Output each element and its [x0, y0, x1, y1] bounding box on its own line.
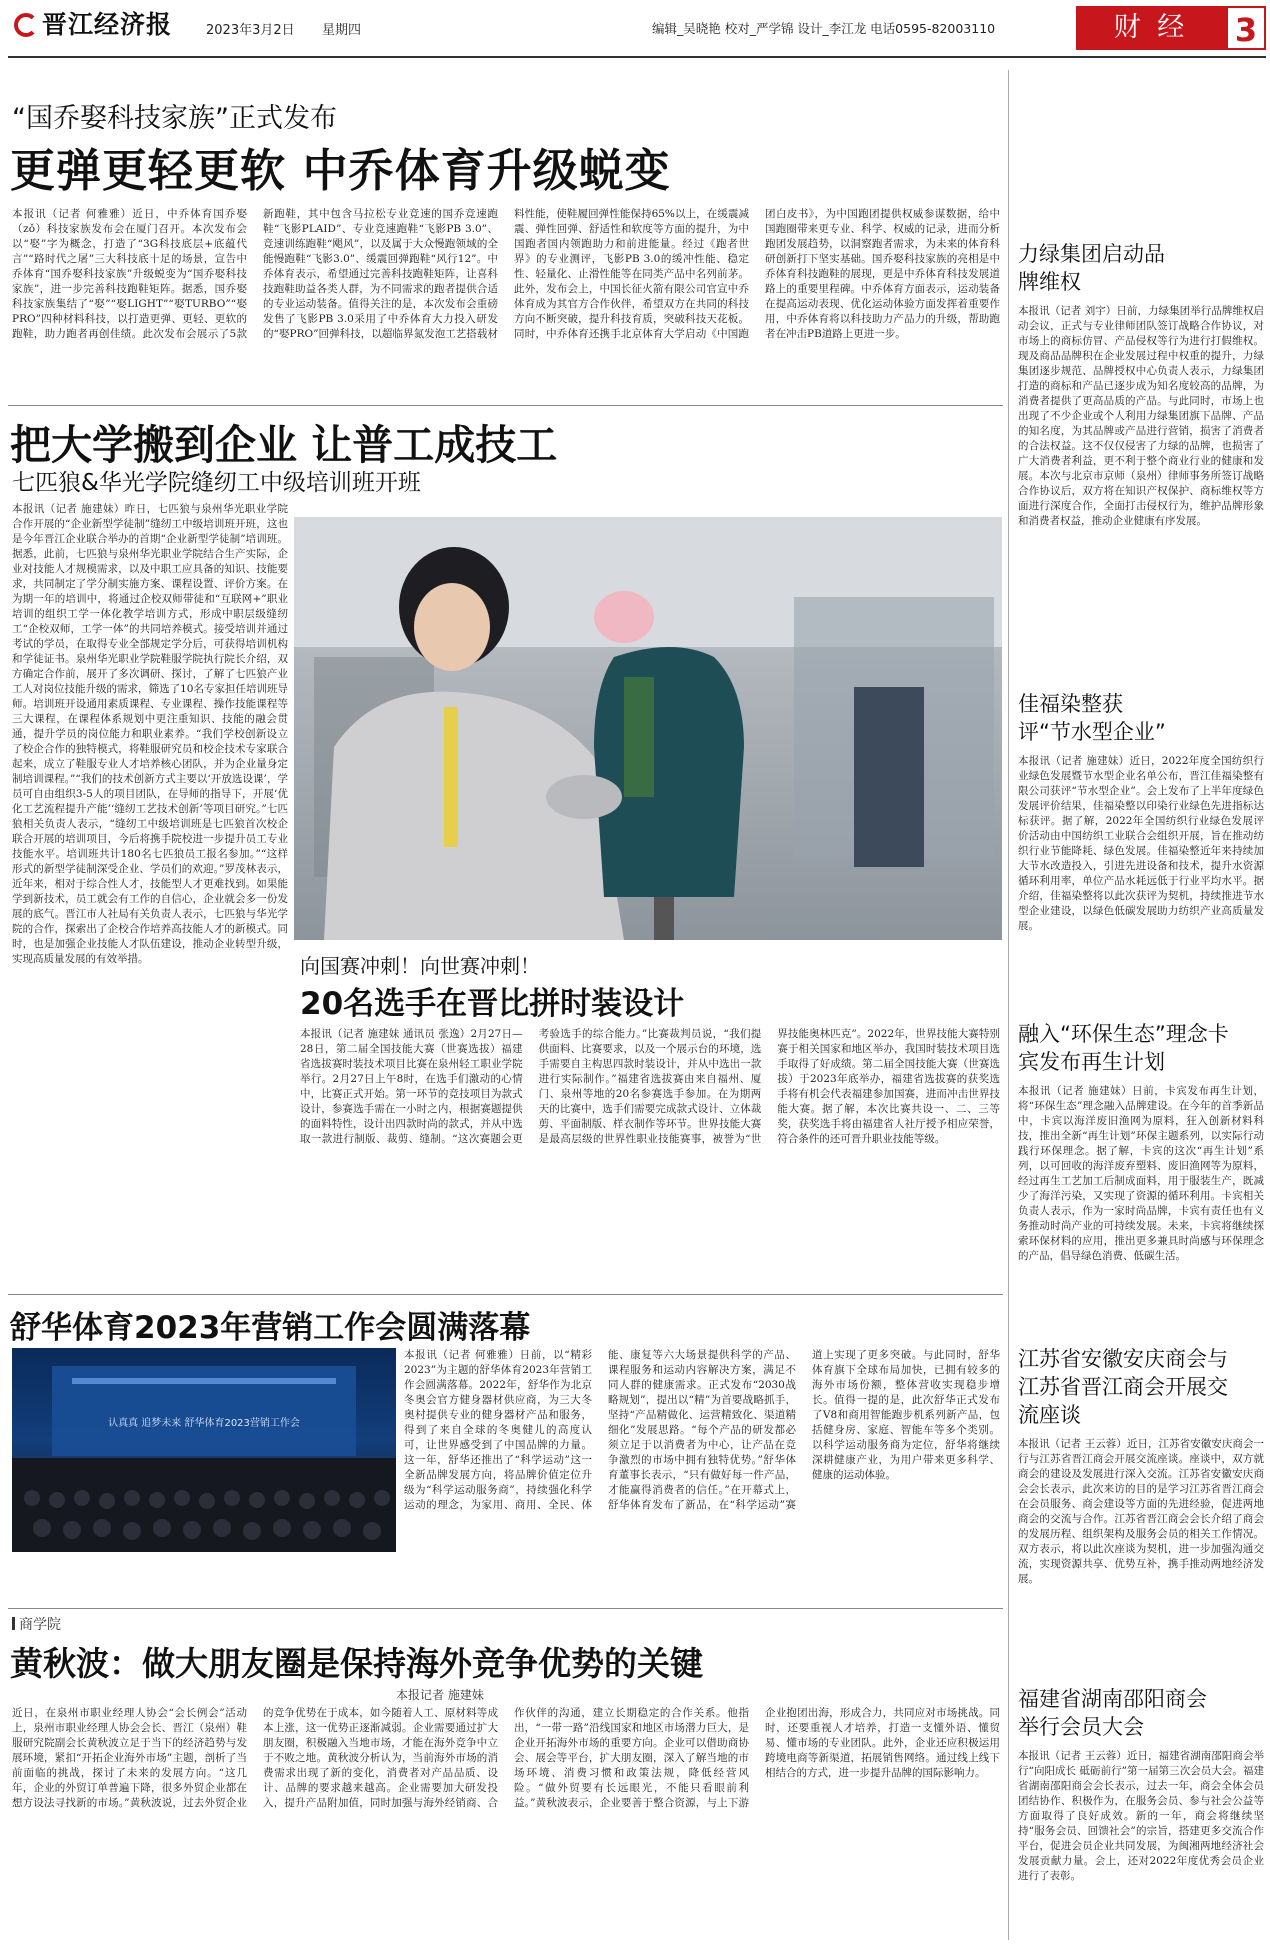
issue-weekday: 星期四	[322, 23, 362, 38]
newspaper-logo	[14, 10, 204, 40]
sidebar-item	[1018, 690, 1264, 1034]
article5-headline: 黄秋波：做大朋友圈是保持海外竞争优势的关键	[10, 1644, 703, 1683]
staff-credits: 编辑_吴晓艳 校对_严学锦 设计_李江龙 电话0595-82003110	[652, 21, 996, 36]
section-name: 财 经	[1113, 12, 1189, 43]
article3-body: 本报讯（记者 施建妹 通讯员 张逸）2月27日—28日，第二届全国技能大赛（世赛选拔）福建省选拔赛时装技术项目比赛在泉州轻工职业学院举行。2月27日上午8时，在选手们激动的心情中，比赛正式开始。第一环节的竞技项目为款式设计，参赛选手需在一小时之内，根据赛题提供的面料特性，设计出四款时尚的款式，并从中选取一款进行制版、裁剪、缝制。“这次赛题会更考验选手的综合能力。”比赛裁判员说，“我们提供面料、比赛要求，以及一个展示台的环境，选手需要自主构思四款时装设计，并从中选出一款进行实际制作。”福建省选拔赛由来自福州、厦门、泉州等地的20名参赛选手参加。在为期两天的比赛中，选手们需要完成款式设计、立体裁剪、平面制版、样衣制作等环节。世界技能大赛是最高层级的世界性职业技能赛事，被誉为“世界技能奥林匹克”。2022年，世界技能大赛特别赛于相关国家和地区举办，我国时装技术项目选手取得了好成绩。第二届全国技能大赛（世赛选拔）于2023年底举办，福建省选拔赛的获奖选手将有机会代表福建参加国赛，进而冲击世界技能大赛。据了解，本次比赛共设一、二、三等奖，获奖选手将由福建省人社厅授予相应荣誉，符合条件的还可晋升职业技能等级。	[300, 1028, 1000, 1145]
section-tag-bar-icon	[12, 1617, 15, 1630]
article1-body: 本报讯（记者 何雅雅）近日，中乔体育国乔娶（zǒ）科技家族发布会在厦门召开。本次发布会以“娶”字为概念，打造了“3G科技底层+底蕴代言”“路时代之屠”三大科技底十足的场景，宣告中乔体育“国乔娶科技家族”升级蜕变为“国乔娶科技家族”，进一步完善科技跑鞋矩阵。据悉，国乔娶科技家族集结了“娶”“娶LIGHT”“娶TURBO”“娶PRO”四种材料科技，以打造更弹、更轻、更软的跑鞋，助力跑者再创佳绩。此次发布会展示了5款新跑鞋，其中包含马拉松专业竞速的国乔竞速跑鞋“飞影PLAID”、专业竞速跑鞋“飞影PB 3.0”、竞速训练跑鞋“飓风”，以及属于大众慢跑领域的全能慢跑鞋“飞影3.0”、缓震回弹跑鞋“风行12”。中乔体育表示，希望通过完善科技跑鞋矩阵，让喜科技跑鞋助益各类人群，为不同需求的跑者提供合适的专业运动装备。值得关注的是，本次发布会重磅发售了飞影PB 3.0采用了中乔体育大力投入研发的“娶PRO”回弹科技，以超临界氮发泡工艺搭载材料性能，使鞋履回弹性能保持65%以上，在缓震减震、弹性回弹、舒适性和软度等方面的提升，为中国跑者国内领跑助力和前进能量。经过《跑者世界》的专业测评，飞影PB 3.0的缓冲性能、稳定性、轻量化、止滑性能等在同类产品中名列前茅。此外，发布会上，中国长征火箭有限公司官宣中乔体育成为其官方合作伙伴，希望双方在共同的科技方向不断突破，提升科技育质，突破科技天花板。同时，中乔体育还携手北京体育大学启动《中国跑团白皮书》，为中国跑团提供权威参谋数据，给中国跑圈带来更专业、科学、权威的记录，进而分析跑团发展趋势，以洞察跑者需求，为未来的体育科研创新打下坚实基础。国乔娶科技家族的亮相是中乔体育科技跑鞋的展现，更是中乔体育科技发展道路上的重要里程碑。中乔体育方面表示，运动装备在提高运动表现、优化运动体验方面发挥着重要作用，中乔体育将以科技助力产品力的升级，帮助跑者在冲击PB道路上更进一步。	[12, 208, 1000, 340]
marketing-conference-photo	[12, 1348, 396, 1552]
tailoring-photo-illustration	[294, 517, 1002, 940]
section-banner	[1076, 6, 1226, 50]
article2-subhead: 七匹狼&华光学院缝纫工中级培训班开班	[12, 470, 421, 496]
sidebar-item	[1018, 240, 1264, 709]
logo-emblem-icon	[14, 13, 38, 37]
section-tag-label: 商学院	[19, 1617, 61, 1633]
issue-date: 2023年3月2日	[206, 23, 295, 38]
article2-rule	[8, 1294, 1003, 1295]
sidebar-item	[1018, 1345, 1264, 1667]
article2-body: 本报讯（记者 施建妹）昨日，七匹狼与泉州华光职业学院合作开展的“企业新型学徒制”缝纫工中级培训班开班，这也是今年晋江企业联合举办的首期“企业新型学徒制”培训班。据悉，此前，七匹狼与泉州华光职业学院结合生产实际，企业对技能人才规模需求，以及中职工应具备的知识、技能要求，共同制定了学分制实施方案、课程设置、评价方案。在为期一年的培训中，将通过企校双师带徒和“互联网+”职业培训的组织工学一体化教学培训方式，形成中职层级缝纫工“企校双师，工学一体”的共同培养模式。接受培训并通过考试的学员，在取得专业全部规定学分后，可获得培训机构和学徒证书。泉州华光职业学院鞋服学院执行院长介绍，双方确定合作前，展开了多次调研、探讨，了解了七匹狼产业工人对岗位技能升级的需求，筛选了10名专家担任培训班导师。培训班开设通用素质课程、专业课程、操作技能课程等三大课程，在课程体系规划中更注重知识、技能的融会贯通，提升学员的岗位能力和职业素养。“我们学校创新设立了校企合作的独特模式，将鞋服研究员和校企技术专家联合起来，成立了鞋服专业人才培养核心团队，并为企业量身定制培训课程。”“我们的技术创新方式主要以‘开放选设课’，学员可自由组织3-5人的项目团队，在导师的指导下，开展‘优化工艺流程提升产能’‘缝纫工艺技术创新’等项目研究。”七匹狼相关负责人表示，“缝纫工中级培训班是七匹狼首次校企联合开展的培训项目，今后将携手院校进一步提升员工专业技能水平。培训班共计180名七匹狼员工报名参加。”“这样形式的新型学徒制深受企业、学员们的欢迎。”罗茂林表示，近年来，相对于综合性人才，技能型人才更难找到。如果能学到新技术，员工就会有工作的自信心，企业就会多一份发展的底气。晋江市人社局有关负责人表示，七匹狼与华光学院的合作，探索出了企校合作培养高技能人才的新模式。同时，也是加强企业技能人才队伍建设，推动企业转型升级，实现高质量发展的有效举措。	[12, 503, 288, 965]
article5-body: 近日，在泉州市职业经理人协会“会长例会”活动上，泉州市职业经理人协会会长、晋江（泉州）鞋服研究院副会长黄秋波立足于当下的经济趋势与发展环境，紧扣“开拓企业海外市场”主题，剖析了当前面临的挑战，探讨了未来的发展方向。“这几年，企业的外贸订单普遍下降，很多外贸企业都在想方设法寻找新的市场。”黄秋波说，过去外贸企业的竞争优势在于成本，如今随着人工、原材料等成本上涨，这一优势正逐渐减弱。企业需要通过扩大朋友圈，积极融入当地市场，才能在海外竞争中立于不败之地。黄秋波分析认为，当前海外市场的消费需求出现了新的变化，消费者对产品品质、设计、品牌的要求越来越高。企业需要加大研发投入，提升产品附加值，同时加强与海外经销商、合作伙伴的沟通，建立长期稳定的合作关系。他指出，“一带一路”沿线国家和地区市场潜力巨大，是企业开拓海外市场的重要方向。企业可以借助商协会、展会等平台，扩大朋友圈，深入了解当地的市场环境、消费习惯和政策法规，降低经营风险。“做外贸要有长远眼光，不能只看眼前利益。”黄秋波表示，企业要善于整合资源，与上下游企业抱团出海，形成合力，共同应对市场挑战。同时，还要重视人才培养，打造一支懂外语、懂贸易、懂市场的专业团队。此外，企业还应积极运用跨境电商等新渠道，拓展销售网络。通过线上线下相结合的方式，进一步提升品牌的国际影响力。	[12, 1707, 1000, 1809]
conference-banner-text: 认真真 追梦未来 舒华体育2023营销工作会	[108, 1418, 300, 1429]
sidebar-item-body: 本报讯（记者 王云蓉）近日，福建省湖南邵阳商会举行“向阳成长 砥砺前行”第一届第三次会员大会。福建省湖南邵阳商会会长表示，过去一年，商会全体会员团结协作、积极作为，在服务会员、参与社会公益等方面取得了良好成效。新的一年，商会将继续坚持“服务会员、回馈社会”的宗旨，搭建更多交流合作平台，促进会员企业共同发展，为闽湘两地经济社会发展贡献力量。会上，还对2022年度优秀会员企业进行了表彰。	[1018, 1750, 1264, 1882]
sidebar-item	[1018, 1020, 1264, 1369]
article1-headline: 更弹更轻更软 中乔体育升级蜕变	[10, 144, 671, 197]
sidebar-item	[1018, 1685, 1264, 1939]
sidebar-item-title: 江苏省安徽安庆商会与江苏省晋江商会开展交流座谈	[1018, 1347, 1228, 1427]
masthead	[0, 0, 1270, 60]
article4-body: 本报讯（记者 何雅雅）日前，以“精彩2023”为主题的舒华体育2023年营销工作会圆满落幕。2022年，舒华作为北京冬奥会官方健身器材供应商，为三大冬奥村提供专业的健身器材产品和服务，得到了来自全球的冬奥健儿的高度认可，让世界感受到了中国品牌的力量。这一年，舒华还推出了“科学运动”这一全新品牌发展方向，将品牌价值定位升级为“科学运动服务商”，持续强化科学运动的理念，为家用、商用、全民、体能、康复等六大场景提供科学的产品、课程服务和运动内容解决方案，满足不同人群的健康需求。正式发布“2030战略规划”，提出以“精”为首要战略抓手，坚持“产品精做化、运营精致化、渠道精细化”发展思路。“每个产品的研发都必须立足于以消费者为中心，让产品在竞争激烈的市场中拥有独特优势。”舒华体育董事长表示，“只有做好每一件产品，才能赢得消费者的信任。”在开幕式上，舒华体育发布了新品，在“科学运动”赛道上实现了更多突破。与此同时，舒华体育旗下全球布局加快，已拥有较多的海外市场份额，整体营收实现稳步增长。值得一提的是，此次舒华正式发布了V8和商用智能跑步机系列新产品，包括健身房、家庭、智能车等多个类别。以科学运动服务商为定位，舒华将继续深耕健康产业，为用户带来更多科学、健康的运动体验。	[404, 1349, 1000, 1511]
conference-stage-illustration	[12, 1348, 396, 1552]
page-number: 3	[1226, 6, 1266, 50]
sidebar-item-title: 融入“环保生态”理念卡宾发布再生计划	[1018, 1022, 1229, 1074]
photo1-headline: 20名选手在晋比拼时装设计	[300, 986, 685, 1022]
tailoring-photo	[294, 517, 1002, 940]
sidebar-item-body: 本报讯（记者 王云蓉）近日，江苏省安徽安庆商会一行与江苏省晋江商会开展交流座谈。座谈中，双方就商会的建设及发展进行深入交流。江苏省安徽安庆商会会长表示，此次来访的目的是学习江苏省晋江商会在会员服务、商会建设等方面的先进经验，促进两地商会的交流与合作。江苏省晋江商会会长介绍了商会的发展历程、组织架构及服务会员的相关工作情况。双方表示，将以此次座谈为契机，进一步加强沟通交流，实现资源共享、优势互补，携手推动两地经济发展。	[1018, 1438, 1264, 1585]
logo-text: 晋江经济报	[42, 10, 173, 39]
sidebar	[1018, 70, 1264, 1940]
sidebar-item-title: 力绿集团启动品牌维权	[1018, 242, 1165, 294]
sidebar-item-body: 本报讯（记者 施建妹）近日，2022年度全国纺织行业绿色发展暨节水型企业名单公布，晋江佳福染整有限公司获评“节水型企业”。会上发布了上半年度绿色发展评价结果，佳福染整以印染行业绿色先进指标达标获评。据了解，2022年全国纺织行业绿色发展评价活动由中国纺织工业联合会组织开展，旨在推动纺织行业节能降耗、绿色发展。佳福染整近年来持续加大节水改造投入，引进先进设备和技术，提升水资源循环利用率，单位产品水耗远低于行业平均水平。据介绍，佳福染整将以此次获评为契机，持续推进节水型企业建设，以绿色低碳发展助力纺织产业高质量发展。	[1018, 755, 1264, 932]
sidebar-item-body: 本报讯（记者 施建妹）日前，卡宾发布再生计划，将“环保生态”理念融入品牌建设。在今年的首季新品中，卡宾以海洋废旧渔网为原料，狂入创新材料科技，推出全新“再生计划”环保主题系列，以实际行动践行环保理念。据了解，卡宾的这次“再生计划”系列，以可回收的海洋废弃塑料、废旧渔网等为原料，经过再生工艺加工后制成面料，用于服装生产，既减少了海洋污染，又实现了资源的循环利用。卡宾相关负责人表示，作为一家时尚品牌，卡宾有责任也有义务推动时尚产业的可持续发展。未来，卡宾将继续探索环保材料的应用，推出更多兼具时尚感与环保理念的产品，倡导绿色消费、低碳生活。	[1018, 1085, 1264, 1262]
sidebar-item-title: 佳福染整获评“节水型企业”	[1018, 692, 1166, 744]
article4-rule	[8, 1608, 1003, 1609]
article1-rule	[8, 405, 1003, 406]
masthead-rule	[8, 56, 1266, 58]
sidebar-divider	[1008, 70, 1009, 1940]
article1-kicker: “国乔娶科技家族”正式发布	[12, 103, 337, 134]
sidebar-item-title: 福建省湖南邵阳商会举行会员大会	[1018, 1687, 1207, 1739]
article2-headline: 把大学搬到企业 让普工成技工	[10, 421, 558, 469]
article5-byline: 本报记者 施建妹	[396, 1688, 484, 1702]
sidebar-item-body: 本报讯（记者 刘宇）日前，力绿集团举行品牌维权启动会议，正式与专业律师团队签订战略合作协议，对市场上的商标仿冒、产品侵权等行为进行打假维权。现及商品品牌积在企业发展过程中权重的提升，力绿集团逐步规范、品牌授权中心负责人表示，力绿集团打造的商标和产品已逐步成为知名度较高的品牌，为消费者提供了更高品质的产品。与此同时，市场上也出现了不少企业或个人利用力绿集团旗下品牌、产品的知名度，为其品牌或产品进行营销，损害了消费者的合法权益。这不仅仅侵害了力绿的品牌，也损害了广大消费者利益，更不利于整个商业行业的健康和发展。本次与北京市京师（泉州）律师事务所签订战略合作协议后，双方将在知识产权保护、商标维权等方面进行深度合作，全面打击侵权行为，维护品牌形象和消费者权益，推动企业健康有序发展。	[1018, 305, 1264, 527]
photo1-caption: 向国赛冲刺！向世赛冲刺！	[300, 954, 540, 978]
article4-headline: 舒华体育2023年营销工作会圆满落幕	[10, 1310, 531, 1346]
section-tag-business-school	[12, 1614, 61, 1634]
